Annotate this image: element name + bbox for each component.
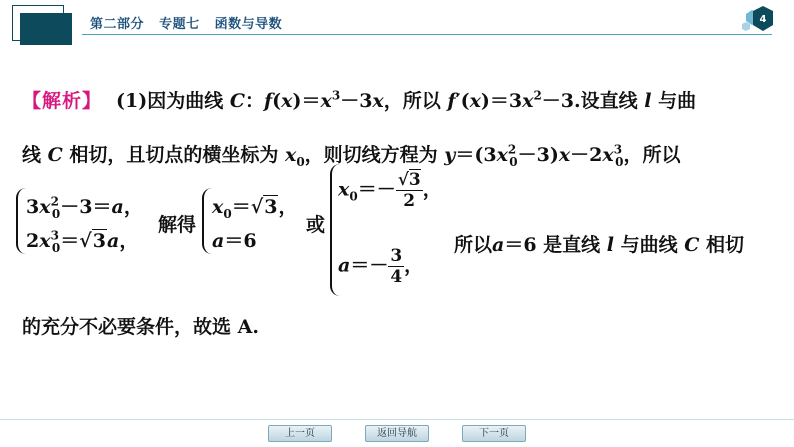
- section-title: 第二部分 专题七 函数与导数: [90, 17, 283, 32]
- system-1-row-1: $3x^2_0-3=a$，: [26, 194, 143, 221]
- header-divider: [82, 34, 772, 35]
- system-1-row-2: $2x^3_0=√3a$，: [26, 228, 139, 255]
- footer-divider: [0, 419, 794, 420]
- next-page-button[interactable]: 下一页: [462, 425, 526, 442]
- header-decor-block: [20, 13, 72, 45]
- brace-system-2: [202, 188, 212, 254]
- system-3-row-1: $x_0=-$ $\frac{√3}{2}$ ，: [338, 170, 442, 211]
- solve-word: 解得: [158, 214, 197, 236]
- system-2-row-2: a＝6: [212, 230, 257, 252]
- system-3-row-2: a＝－ $\frac{3}{4}$ ，: [338, 246, 424, 287]
- prev-page-button[interactable]: 上一页: [268, 425, 332, 442]
- conclusion-line: 所以a＝6 是直线 l 与曲线 C 相切: [454, 234, 744, 256]
- or-word: 或: [306, 214, 326, 236]
- solution-line-last: 的充分不必要条件，故选 A.: [22, 316, 259, 338]
- brace-system-1: [16, 188, 26, 254]
- analysis-tag: 【解析】: [22, 90, 103, 112]
- solution-line-1: 【解析】 (1)因为曲线 C：$f(x)=x^3-3x$，所以 $f'(x)=3x^2-3$.设直线 l 与曲: [22, 88, 697, 112]
- page-number: 4: [759, 14, 767, 25]
- system-2-row-1: $x_0=√3$，: [212, 196, 298, 221]
- back-to-nav-button[interactable]: 返回导航: [365, 425, 429, 442]
- solution-line-2: 线 C 相切，且切点的横坐标为 $x_0$，则切线方程为 $y=(3x^2_0-3)x-2x^3_0$，所以: [22, 142, 681, 169]
